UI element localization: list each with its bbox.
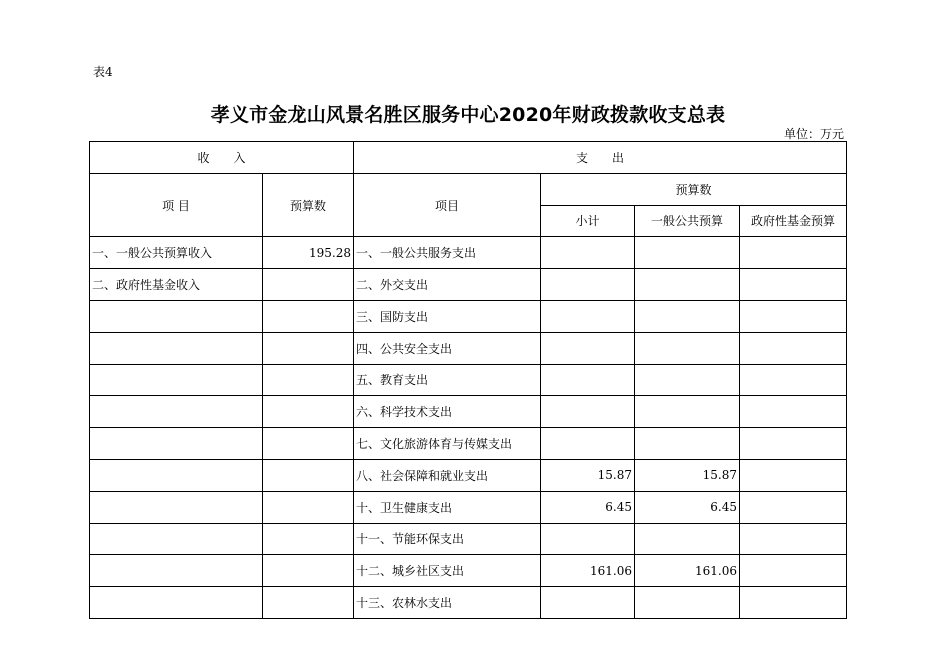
- finance-table: [89, 141, 847, 619]
- table-row: [90, 523, 847, 555]
- subtotal-cell: [541, 269, 635, 301]
- fund-budget-cell: [740, 237, 847, 269]
- income-item-cell: [90, 332, 263, 364]
- fund-budget-cell: [740, 428, 847, 460]
- general-budget-cell: [635, 300, 740, 332]
- income-budget-cell: [263, 587, 354, 619]
- income-item-cell: [90, 300, 263, 332]
- subtotal-cell: 15.87: [541, 459, 635, 491]
- income-item-cell: 二、政府性基金收入: [90, 269, 263, 301]
- general-budget-cell: 6.45: [635, 491, 740, 523]
- fund-budget-header: 政府性基金预算: [740, 205, 847, 237]
- expense-item-cell: 二、外交支出: [354, 269, 541, 301]
- expense-item-cell: 十、卫生健康支出: [354, 491, 541, 523]
- expense-item-cell: 八、社会保障和就业支出: [354, 459, 541, 491]
- page-title: 孝义市金龙山风景名胜区服务中心2020年财政拨款收支总表: [210, 104, 726, 126]
- fund-budget-cell: [740, 555, 847, 587]
- fund-budget-cell: [740, 364, 847, 396]
- income-budget-cell: [263, 459, 354, 491]
- table-row: [90, 491, 847, 523]
- table-row: [90, 364, 847, 396]
- income-item-cell: [90, 555, 263, 587]
- expense-item-cell: 三、国防支出: [354, 300, 541, 332]
- income-item-cell: 一、一般公共预算收入: [90, 237, 263, 269]
- expense-header: 支 出: [354, 142, 847, 174]
- header-row-2: [90, 173, 847, 205]
- income-item-cell: [90, 396, 263, 428]
- general-budget-cell: [635, 332, 740, 364]
- expense-budget-header: 预算数: [541, 173, 847, 205]
- expense-item-cell: 六、科学技术支出: [354, 396, 541, 428]
- income-item-cell: [90, 523, 263, 555]
- fund-budget-cell: [740, 269, 847, 301]
- general-budget-header: 一般公共预算: [635, 205, 740, 237]
- income-item-cell: [90, 459, 263, 491]
- expense-item-cell: 十一、节能环保支出: [354, 523, 541, 555]
- table-row: [90, 237, 847, 269]
- header-row-1: [90, 142, 847, 174]
- income-budget-cell: [263, 428, 354, 460]
- general-budget-cell: [635, 237, 740, 269]
- subtotal-cell: 161.06: [541, 555, 635, 587]
- expense-item-header: 项目: [354, 173, 541, 237]
- income-item-cell: [90, 587, 263, 619]
- income-header: 收 入: [90, 142, 354, 174]
- income-budget-cell: [263, 555, 354, 587]
- income-budget-cell: [263, 396, 354, 428]
- fund-budget-cell: [740, 459, 847, 491]
- general-budget-cell: 15.87: [635, 459, 740, 491]
- income-budget-cell: [263, 364, 354, 396]
- general-budget-cell: [635, 396, 740, 428]
- expense-item-cell: 一、一般公共服务支出: [354, 237, 541, 269]
- subtotal-header: 小计: [541, 205, 635, 237]
- general-budget-cell: [635, 428, 740, 460]
- table-row: [90, 269, 847, 301]
- general-budget-cell: [635, 364, 740, 396]
- subtotal-cell: [541, 237, 635, 269]
- fund-budget-cell: [740, 523, 847, 555]
- income-item-cell: [90, 364, 263, 396]
- expense-item-cell: 五、教育支出: [354, 364, 541, 396]
- expense-item-cell: 七、文化旅游体育与传媒支出: [354, 428, 541, 460]
- income-budget-cell: [263, 523, 354, 555]
- subtotal-cell: [541, 364, 635, 396]
- table-row: [90, 555, 847, 587]
- fund-budget-cell: [740, 491, 847, 523]
- general-budget-cell: [635, 523, 740, 555]
- table-row: [90, 428, 847, 460]
- fund-budget-cell: [740, 396, 847, 428]
- subtotal-cell: [541, 300, 635, 332]
- income-budget-cell: [263, 332, 354, 364]
- table-row: [90, 332, 847, 364]
- subtotal-cell: [541, 523, 635, 555]
- income-item-cell: [90, 428, 263, 460]
- income-budget-cell: [263, 300, 354, 332]
- income-budget-cell: [263, 269, 354, 301]
- general-budget-cell: [635, 269, 740, 301]
- income-item-header: 项 目: [90, 173, 263, 237]
- subtotal-cell: [541, 428, 635, 460]
- subtotal-cell: [541, 332, 635, 364]
- fund-budget-cell: [740, 587, 847, 619]
- fund-budget-cell: [740, 332, 847, 364]
- income-budget-header: 预算数: [263, 173, 354, 237]
- subtotal-cell: 6.45: [541, 491, 635, 523]
- expense-item-cell: 十三、农林水支出: [354, 587, 541, 619]
- general-budget-cell: 161.06: [635, 555, 740, 587]
- table-row: [90, 587, 847, 619]
- general-budget-cell: [635, 587, 740, 619]
- table-id: 表4: [93, 65, 113, 79]
- income-budget-cell: 195.28: [263, 237, 354, 269]
- subtotal-cell: [541, 587, 635, 619]
- table-row: [90, 459, 847, 491]
- subtotal-cell: [541, 396, 635, 428]
- fund-budget-cell: [740, 300, 847, 332]
- expense-item-cell: 四、公共安全支出: [354, 332, 541, 364]
- income-item-cell: [90, 491, 263, 523]
- table-row: [90, 396, 847, 428]
- unit-label: 单位：万元: [783, 127, 844, 141]
- expense-item-cell: 十二、城乡社区支出: [354, 555, 541, 587]
- table-row: [90, 300, 847, 332]
- income-budget-cell: [263, 491, 354, 523]
